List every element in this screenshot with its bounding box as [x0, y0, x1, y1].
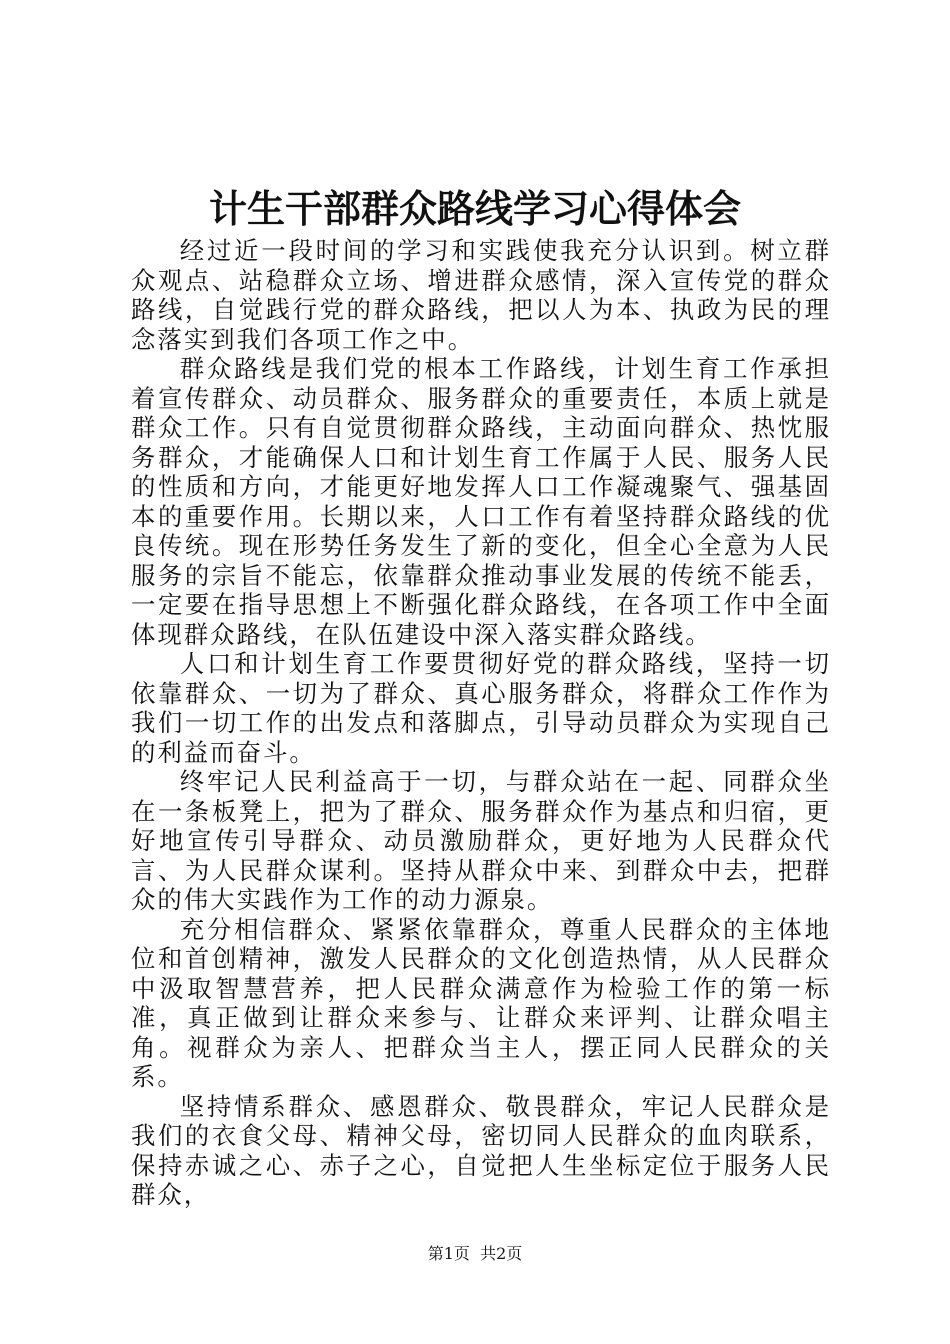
paragraph: 充分相信群众、紧紧依靠群众，尊重人民群众的主体地位和首创精神，激发人民群众的文化创造热情，从人民群众中汲取智慧营养，把人民群众满意作为检验工作的第一标准，真正做到让群众来参与、让群众来评判、让群众唱主角。视群众为亲人、把群众当主人，摆正同人民群众的关系。	[131, 914, 831, 1091]
paragraph: 终牢记人民利益高于一切，与群众站在一起、同群众坐在一条板凳上，把为了群众、服务群众作为基点和归宿，更好地宣传引导群众、动员激励群众，更好地为人民群众代言、为人民群众谋利。坚持从群众中来、到群众中去，把群众的伟大实践作为工作的动力源泉。	[131, 767, 831, 914]
page-number: 第1页 共2页	[427, 1244, 523, 1263]
document-title: 计生干部群众路线学习心得体会	[208, 186, 741, 231]
paragraph: 人口和计划生育工作要贯彻好党的群众路线，坚持一切依靠群众、一切为了群众、真心服务群众，将群众工作作为我们一切工作的出发点和落脚点，引导动员群众为实现自己的利益而奋斗。	[131, 649, 831, 767]
page-footer	[0, 1243, 950, 1265]
document-body	[131, 236, 831, 1210]
paragraph: 坚持情系群众、感恩群众、敬畏群众，牢记人民群众是我们的衣食父母、精神父母，密切同人民群众的血肉联系，保持赤诚之心、赤子之心，自觉把人生坐标定位于服务人民群众，	[131, 1091, 831, 1209]
paragraph: 经过近一段时间的学习和实践使我充分认识到。树立群众观点、站稳群众立场、增进群众感情，深入宣传党的群众路线，自觉践行党的群众路线，把以人为本、执政为民的理念落实到我们各项工作之中。	[131, 236, 831, 354]
paragraph: 群众路线是我们党的根本工作路线，计划生育工作承担着宣传群众、动员群众、服务群众的重要责任，本质上就是群众工作。只有自觉贯彻群众路线，主动面向群众、热忱服务群众，才能确保人口和计划生育工作属于人民、服务人民的性质和方向，才能更好地发挥人口工作凝魂聚气、强基固本的重要作用。长期以来，人口工作有着坚持群众路线的优良传统。现在形势任务发生了新的变化，但全心全意为人民服务的宗旨不能忘，依靠群众推动事业发展的传统不能丢，一定要在指导思想上不断强化群众路线，在各项工作中全面体现群众路线，在队伍建设中深入落实群众路线。	[131, 354, 831, 649]
